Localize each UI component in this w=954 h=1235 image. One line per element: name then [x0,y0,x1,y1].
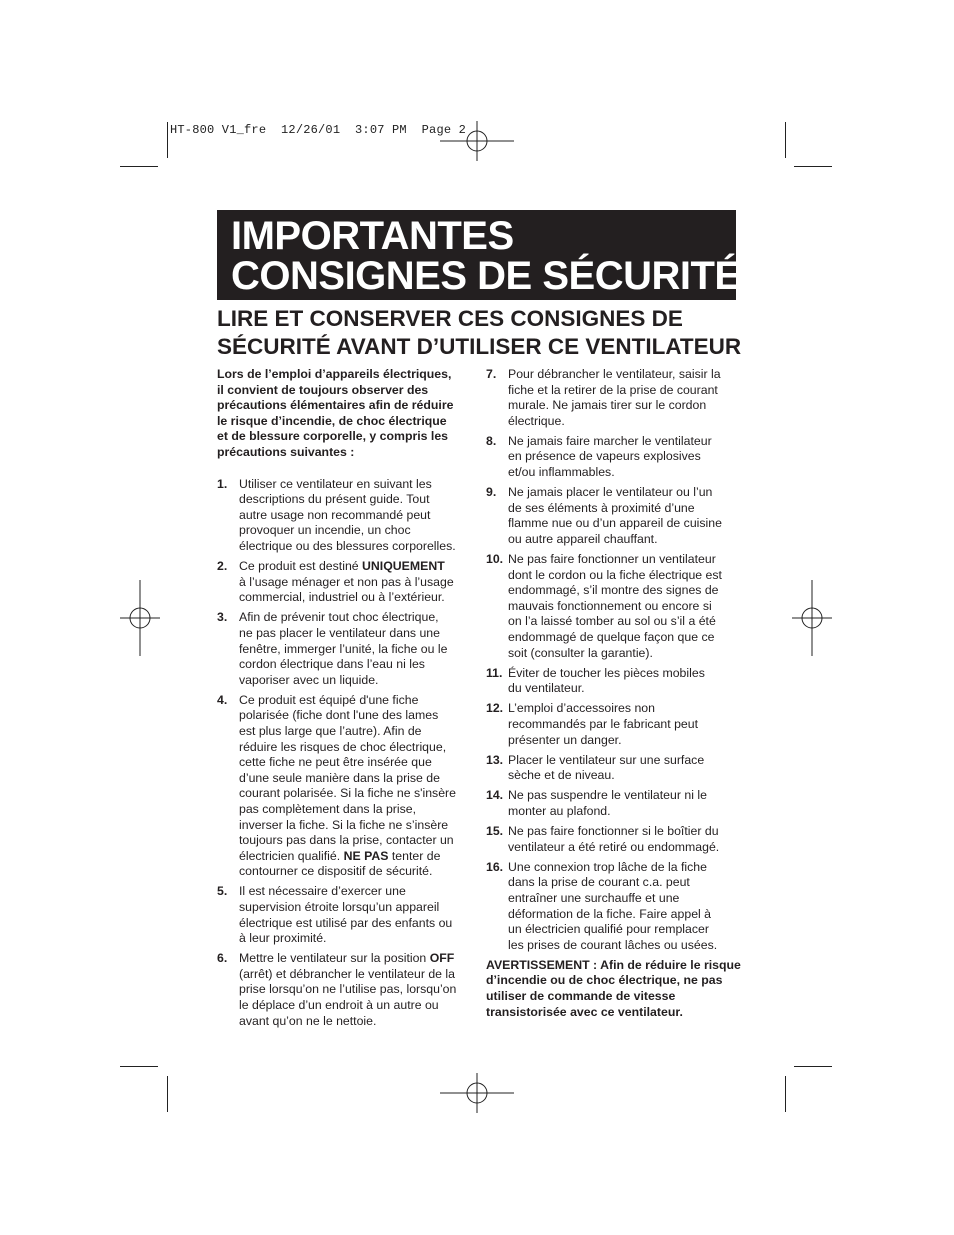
right-column [486,367,741,1020]
list-item-line: sèche et de niveau. [508,768,615,783]
list-item-line: ou autre appareil chauffant. [508,531,658,546]
list-item-number: 10. [486,552,504,567]
list-item-line: Ce produit est équipé d'une fiche [239,692,419,707]
list-item [486,552,738,661]
list-item-line: électrique ou des blessures corporelles. [239,538,456,553]
warning-line: transistorisée avec ce ventilateur. [486,1004,683,1019]
list-item-number: 11. [486,665,503,680]
list-item-line: Ne pas faire fonctionner un ventilateur [508,552,716,567]
list-item [486,701,738,748]
list-item-line: du ventilateur. [508,681,585,696]
list-item-line: présenter un danger. [508,732,622,747]
list-item-line: soit (consulter la garantie). [508,645,653,660]
list-item-line: électricien qualifié. NE PAS tenter de [239,848,441,863]
list-item-line: d’une seule manière dans la prise de [239,770,440,785]
list-item-line: le déplace d’un endroit à un autre ou [239,998,439,1013]
list-item [486,753,738,784]
list-item-line: les prises de courant lâches ou usées. [508,937,718,952]
list-item-number: 7. [486,367,497,381]
list-item-line: Il est nécessaire d’exercer une [239,884,406,899]
list-item-number: 2. [217,559,228,574]
list-item-number: 8. [486,433,497,448]
safety-list-right [486,367,738,953]
list-item-line: L’emploi d’accessoires non [508,701,655,716]
list-item-number: 4. [217,692,228,707]
subtitle-line-1: LIRE ET CONSERVER CES CONSIGNES DE [217,306,683,331]
page-title-line-1: IMPORTANTES [231,214,514,258]
intro-line: il convient de toujours observer des [217,382,429,397]
list-item-line: Ne pas suspendre le ventilateur ni le [508,788,707,803]
list-item-line: mauvais fonctionnement ou encore si [508,598,712,613]
list-item-line: Une connexion trop lâche de la fiche [508,859,707,874]
list-item-line: toujours pas dans la prise, contacter un [239,833,454,848]
list-item-line: Placer le ventilateur sur une surface [508,752,705,767]
list-item-line: fenêtre, immerger l’unité, la fiche ou le [239,641,448,656]
intro-line: Lors de l’emploi d’appareils électriques, [217,367,452,381]
list-item-number: 1. [217,476,228,491]
list-item [486,666,738,697]
list-item-line: fiche et la retirer de la prise de courant [508,382,718,397]
list-item-line: électrique. [508,413,565,428]
list-item-line: à leur proximité. [239,931,327,946]
registration-mark-right-icon [792,580,832,656]
list-item [486,434,738,481]
list-item [217,693,472,880]
subtitle-line-2: SÉCURITÉ AVANT D’UTILISER CE VENTILATEUR [217,334,742,359]
page-subtitle [217,305,757,361]
list-item-line: cette fiche ne peut être insérée que [239,755,432,770]
list-item-line: courant polarisée. Si la fiche ne s'insère [239,786,456,801]
list-item-line: Ne pas faire fonctionner si le boîtier du [508,824,719,839]
list-item [486,860,738,954]
list-item-line: un électricien qualifié pour remplacer [508,922,709,937]
list-item-number: 6. [217,951,228,966]
list-item-line: endommagé de quelque façon que ce [508,630,715,644]
list-item-line: Ce produit est destiné UNIQUEMENT [239,559,445,574]
list-item-number: 15. [486,824,504,839]
list-item-line: flamme nue ou d’un appareil de cuisine [508,516,722,531]
list-item-line: cordon électrique dans l’eau ni les [239,657,425,672]
intro-line: précautions suivantes : [217,444,355,459]
page-title-line-2: CONSIGNES DE SÉCURITÉ [231,254,741,298]
list-item-line: déformation de la fiche. Faire appel à [508,906,712,921]
list-item-line: Ne jamais faire marcher le ventilateur [508,433,712,448]
intro-paragraph [217,367,472,461]
list-item [217,610,472,688]
list-item-line: polarisée (fiche dont l'une des lames [239,708,439,723]
list-item-line: pas complètement dans la prise, [239,801,417,816]
list-item-line: Ne jamais placer le ventilateur ou l’un [508,485,713,500]
list-item-line: endommagé, s’il montre des signes de [508,583,719,598]
list-item-line: Éviter de toucher les pièces mobiles [508,665,705,680]
list-item-line: ne pas placer le ventilateur dans une [239,625,440,640]
list-item-line: autre usage non recommandé peut [239,507,431,522]
list-item-line: est plus large que l’autre). Afin de [239,723,422,738]
list-item [486,485,738,547]
title-banner [217,210,741,300]
list-item-line: vaporiser avec un liquide. [239,672,379,687]
list-item-line: ventilateur a été retiré ou endommagé. [508,839,720,854]
registration-mark-left-icon [120,580,160,656]
list-item-line: descriptions du présent guide. Tout [239,492,430,507]
list-item [217,884,472,946]
list-item-line: Utiliser ce ventilateur en suivant les [239,476,432,491]
registration-mark-bottom-icon [440,1073,514,1113]
list-item [217,951,472,1029]
list-item-line: Mettre le ventilateur sur la position OFF [239,951,455,966]
list-item-line: dans la prise de courant c.a. peut [508,875,690,890]
list-item-line: Pour débrancher le ventilateur, saisir la [508,367,721,381]
list-item-line: contourner ce dispositif de sécurité. [239,864,433,879]
intro-line: le risque d’incendie, de choc électrique [217,413,447,428]
list-item-line: monter au plafond. [508,803,611,818]
list-item-line: et/ou inflammables. [508,465,615,480]
list-item-line: prise lorsqu’on ne l’utilise pas, lorsqu’on [239,982,457,997]
list-item-number: 3. [217,610,228,625]
list-item-line: commercial, industriel ou à l’extérieur. [239,590,445,605]
list-item [217,477,472,555]
list-item-line: à l’usage ménager et non pas à l’usage [239,574,454,589]
warning-line: AVERTISSEMENT : Afin de réduire le risque [486,957,741,972]
intro-line: et de blessure corporelle, y compris les [217,429,449,444]
warning-paragraph [486,957,741,1020]
list-item-line: provoquer un incendie, un choc [239,523,411,538]
left-column [217,367,472,1034]
list-item-line: supervision étroite lorsqu’un appareil [239,900,440,914]
warning-line: utiliser de commande de vitesse [486,988,676,1003]
list-item-line: on l’a laissé tomber au sol ou s’il a été [508,614,716,629]
list-item-line: dont le cordon ou la fiche électrique est [508,567,722,582]
list-item-line: en présence de vapeurs explosives [508,449,701,464]
list-item-number: 14. [486,788,504,803]
list-item-number: 16. [486,859,504,874]
list-item-line: de ses éléments à proximité d’une [508,500,695,515]
registration-mark-top-icon [440,121,514,161]
list-item [486,367,738,429]
list-item-line: recommandés par le fabricant peut [508,716,699,731]
intro-line: précautions élémentaires afin de réduire [217,398,454,413]
list-item-line: murale. Ne jamais tirer sur le cordon [508,398,707,413]
list-item-line: avant qu’on ne le nettoie. [239,1013,377,1028]
list-item-line: entraîner une surchauffe et une [508,890,680,905]
slug-line: HT-800 V1_fre 12/26/01 3:07 PM Page 2 [170,123,467,137]
list-item-line: Afin de prévenir tout choc électrique, [239,610,439,625]
warning-line: d’incendie ou de choc électrique, ne pas [486,973,723,988]
list-item [217,559,472,606]
safety-list-left [217,477,472,1030]
list-item [486,824,738,855]
list-item-line: électrique est utilisé par des enfants ou [239,915,453,930]
list-item-number: 12. [486,701,504,716]
list-item-line: réduire les risques de choc électrique, [239,739,447,754]
list-item-line: inverser la fiche. Si la fiche ne s’insère [239,817,449,832]
list-item-line: (arrêt) et débrancher le ventilateur de la [239,966,455,981]
list-item-number: 5. [217,884,228,899]
list-item-number: 13. [486,752,504,767]
list-item-number: 9. [486,485,497,500]
list-item [486,788,738,819]
